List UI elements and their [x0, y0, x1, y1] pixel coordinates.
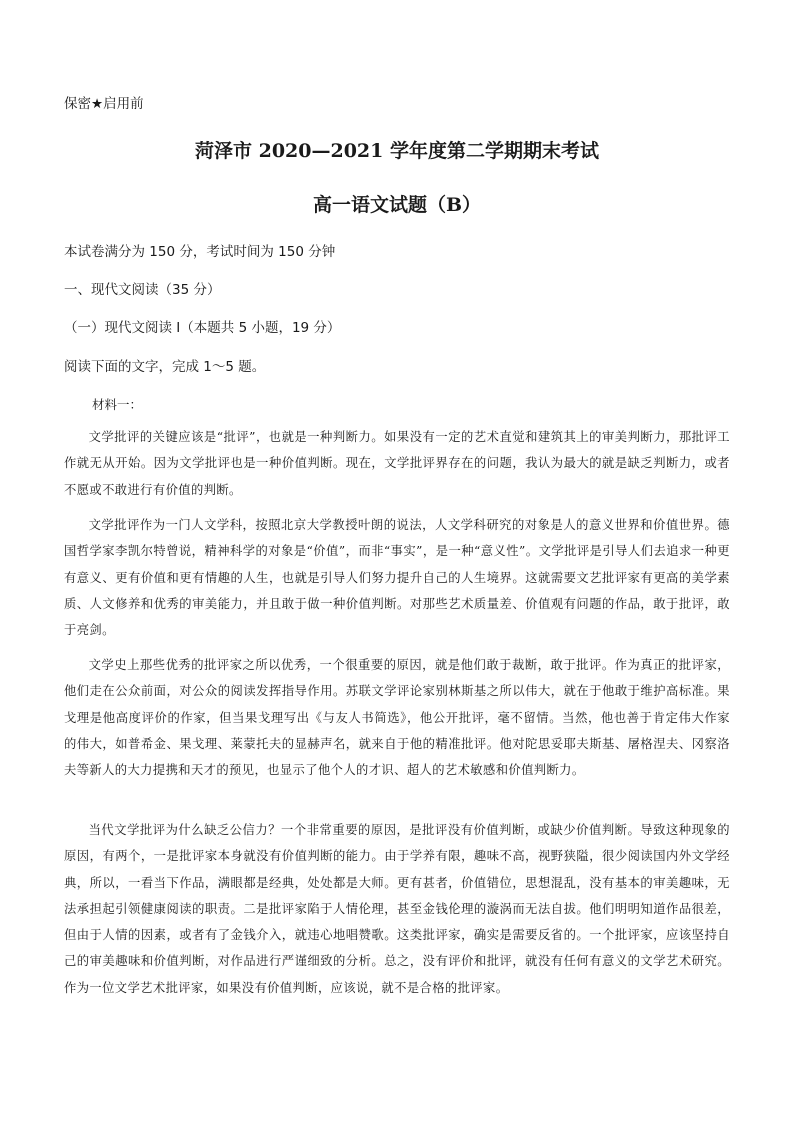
page-subtitle: 高一语文试题（B） — [312, 194, 482, 216]
material-paragraph: 当代文学批评为什么缺乏公信力？一个非常重要的原因，是批评没有价值判断，或缺少价值判断。导致这种现象的原因，有两个，一是批评家本身就没有价值判断的能力。由于学养有限，趣味不高，视野狭隘，很少阅读国内外文学经典，所以，一看当下作品，满眼都是经典，处处都是大师。更有甚者，价值错位，思想混乱，没有基本的审美趣味，无法承担起引领健康阅读的职责。二是批评家陷于人情伦理，甚至金钱伦理的漩涡而无法自拔。他们明明知道作品很差，但由于人情的因素，或者有了金钱介入，就违心地唱赞歌。这类批评家，确实是需要反省的。一个批评家，应该坚持自己的审美趣味和价值判断，对作品进行严谨细致的分析。总之，没有评价和批评，就没有任何有意义的文学艺术研究。作为一位文学艺术批评家，如果没有价值判断，应该说，就不是合格的批评家。 — [64, 823, 730, 995]
reading-instruction: 阅读下面的文字，完成 1～5 题。 — [64, 359, 266, 375]
material-paragraph: 文学批评的关键应该是“批评”，也就是一种判断力。如果没有一定的艺术直觉和建筑其上的审美判断力，那批评工作就无从开始。因为文学批评也是一种价值判断。现在，文学批评界存在的问题，我认为最大的就是缺乏判断力，或者不愿或不敢进行有价值的判断。 — [64, 430, 730, 497]
section-heading: 一、现代文阅读（35 分） — [64, 282, 221, 298]
material-paragraph: 文学批评作为一门人文学科，按照北京大学教授叶朗的说法，人文学科研究的对象是人的意义世界和价值世界。德国哲学家李凯尔特曾说，精神科学的对象是“价值”，而非“事实”，是一种“意义性”。文学批评是引导人们去追求一种更有意义、更有价值和更有情趣的人生，也就是引导人们努力提升自己的人生境界。这就需要文艺批评家有更高的美学素质、人文修养和优秀的审美能力，并且敢于做一种价值判断。对那些艺术质量差、价值观有问题的作品，敢于批评，敢于亮剑。 — [64, 518, 730, 638]
exam-info: 本试卷满分为 150 分，考试时间为 150 分钟 — [64, 244, 336, 260]
material-label: 材料一： — [92, 397, 143, 412]
subsection-heading: （一）现代文阅读 I（本题共 5 小题，19 分） — [64, 320, 341, 336]
material-paragraph: 文学史上那些优秀的批评家之所以优秀，一个很重要的原因，就是他们敢于裁断，敢于批评。作为真正的批评家，他们走在公众前面，对公众的阅读发挥指导作用。苏联文学评论家别林斯基之所以伟大，就在于他敢于维护高标准。果戈理是他高度评价的作家，但当果戈理写出《与友人书简选》，他公开批评，毫不留情。当然，他也善于肯定伟大作家的伟大，如普希金、果戈理、莱蒙托夫的显赫声名，就来自于他的精准批评。他对陀思妥耶夫斯基、屠格涅夫、冈察洛夫等新人的大力提携和天才的预见，也显示了他个人的才识、超人的艺术敏感和价值判断力。 — [64, 658, 730, 778]
page-title: 菏泽市 2020—2021 学年度第二学期期末考试 — [195, 140, 599, 162]
confidential-label: 保密★启用前 — [64, 96, 144, 112]
